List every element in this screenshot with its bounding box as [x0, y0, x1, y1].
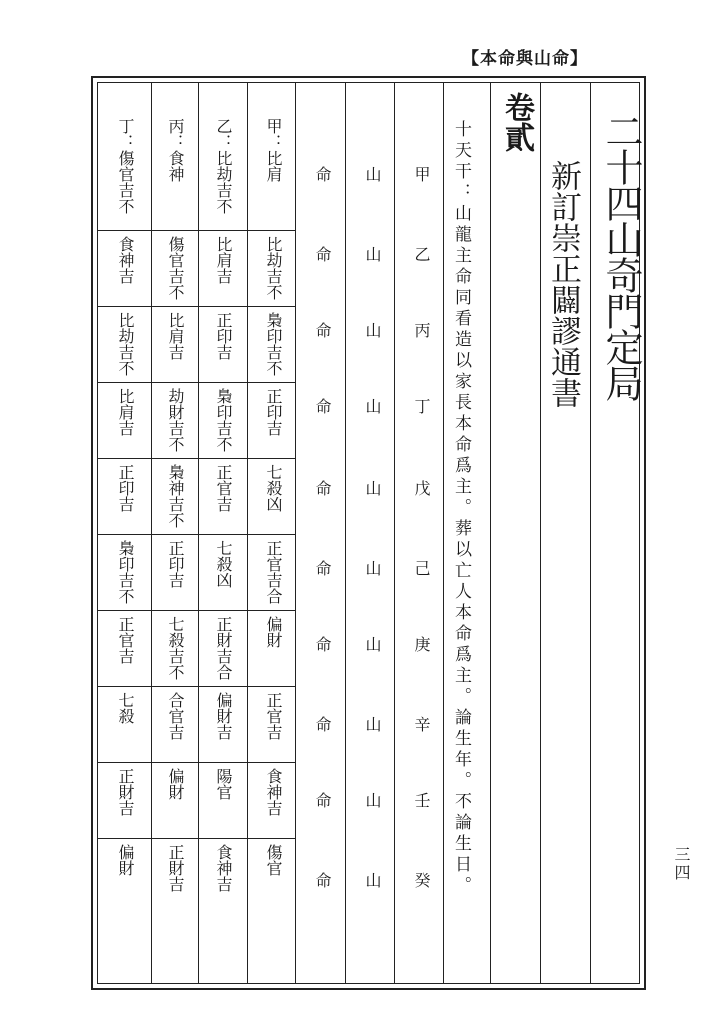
jia-relation-cell: 傷官 [264, 844, 283, 876]
ming-cell: 命 [313, 398, 332, 414]
book-title: 二十四山奇門定局 [599, 112, 643, 400]
row-divider [97, 382, 295, 383]
yi-relation-cell: 乙：比劫吉不 [214, 118, 233, 214]
stem-cell: 乙 [412, 246, 431, 262]
ding-relation-cell: 正印吉 [116, 464, 135, 512]
row-divider [97, 762, 295, 763]
ding-relation-cell: 七殺 [116, 692, 135, 724]
shan-cell: 山 [363, 636, 382, 652]
jia-relation-cell: 梟印吉不 [264, 312, 283, 376]
yi-relation-cell: 正印吉 [214, 312, 233, 360]
stem-cell: 癸 [412, 872, 431, 888]
yi-relation-cell: 正財吉合 [214, 616, 233, 680]
ding-relation-cell: 正財吉 [116, 768, 135, 816]
ming-cell: 命 [313, 560, 332, 576]
shan-cell: 山 [363, 166, 382, 182]
ding-relation-cell: 丁：傷官吉不 [116, 118, 135, 214]
yi-relation-cell: 比肩吉 [214, 236, 233, 284]
bing-relation-cell: 正印吉 [166, 540, 185, 588]
jia-relation-cell: 正官吉 [264, 692, 283, 740]
column-divider [198, 82, 199, 984]
section-tag: 【本命與山命】 [462, 49, 588, 69]
page-number: 三四 [672, 846, 691, 882]
bing-relation-cell: 比肩吉 [166, 312, 185, 360]
jia-relation-cell: 比劫吉不 [264, 236, 283, 300]
jia-relation-cell: 甲：比肩 [264, 118, 283, 182]
column-divider [590, 82, 591, 984]
bing-relation-cell: 梟神吉不 [166, 464, 185, 528]
stem-cell: 丙 [412, 322, 431, 338]
stem-cell: 辛 [412, 716, 431, 732]
yi-relation-cell: 食神吉 [214, 844, 233, 892]
shan-cell: 山 [363, 322, 382, 338]
yi-relation-cell: 正官吉 [214, 464, 233, 512]
ming-cell: 命 [313, 166, 332, 182]
jia-relation-cell: 正印吉 [264, 388, 283, 436]
stem-cell: 甲 [412, 166, 431, 182]
column-divider [345, 82, 346, 984]
row-divider [97, 686, 295, 687]
shan-cell: 山 [363, 792, 382, 808]
shan-cell: 山 [363, 872, 382, 888]
bing-relation-cell: 七殺吉不 [166, 616, 185, 680]
ming-cell: 命 [313, 322, 332, 338]
stem-cell: 壬 [412, 792, 431, 808]
jia-relation-cell: 七殺凶 [264, 464, 283, 512]
ding-relation-cell: 梟印吉不 [116, 540, 135, 604]
shan-cell: 山 [363, 480, 382, 496]
column-divider [151, 82, 152, 984]
column-divider [443, 82, 444, 984]
ding-relation-cell: 食神吉 [116, 236, 135, 284]
bing-relation-cell: 偏財 [166, 768, 185, 800]
shan-cell: 山 [363, 246, 382, 262]
ding-relation-cell: 比劫吉不 [116, 312, 135, 376]
book-subtitle: 新訂崇正闢謬通書 [545, 160, 581, 408]
stem-cell: 庚 [412, 636, 431, 652]
column-divider [247, 82, 248, 984]
stem-cell: 丁 [412, 398, 431, 414]
row-divider [97, 458, 295, 459]
shan-cell: 山 [363, 398, 382, 414]
bing-relation-cell: 丙：食神 [166, 118, 185, 182]
column-divider [490, 82, 491, 984]
bing-relation-cell: 合官吉 [166, 692, 185, 740]
column-divider [394, 82, 395, 984]
volume-label: 卷貳 [499, 92, 534, 152]
yi-relation-cell: 梟印吉不 [214, 388, 233, 452]
jia-relation-cell: 正官吉合 [264, 540, 283, 604]
ming-cell: 命 [313, 716, 332, 732]
ming-cell: 命 [313, 872, 332, 888]
row-divider [97, 610, 295, 611]
row-divider [97, 838, 295, 839]
ding-relation-cell: 正官吉 [116, 616, 135, 664]
intro-text: 十天干：山龍主命同看造以家長本命爲主。葬以亡人本命爲主。論生年。不論生日。 [451, 120, 471, 897]
ding-relation-cell: 偏財 [116, 844, 135, 876]
yi-relation-cell: 偏財吉 [214, 692, 233, 740]
jia-relation-cell: 食神吉 [264, 768, 283, 816]
row-divider [97, 306, 295, 307]
shan-cell: 山 [363, 560, 382, 576]
bing-relation-cell: 傷官吉不 [166, 236, 185, 300]
bing-relation-cell: 正財吉 [166, 844, 185, 892]
ming-cell: 命 [313, 480, 332, 496]
shan-cell: 山 [363, 716, 382, 732]
yi-relation-cell: 陽官 [214, 768, 233, 800]
ming-cell: 命 [313, 636, 332, 652]
jia-relation-cell: 偏財 [264, 616, 283, 648]
yi-relation-cell: 七殺凶 [214, 540, 233, 588]
ming-cell: 命 [313, 792, 332, 808]
ding-relation-cell: 比肩吉 [116, 388, 135, 436]
stem-cell: 戊 [412, 480, 431, 496]
stem-cell: 己 [412, 560, 431, 576]
row-divider [97, 534, 295, 535]
ming-cell: 命 [313, 246, 332, 262]
bing-relation-cell: 劫財吉不 [166, 388, 185, 452]
column-divider [295, 82, 296, 984]
row-divider [97, 230, 295, 231]
